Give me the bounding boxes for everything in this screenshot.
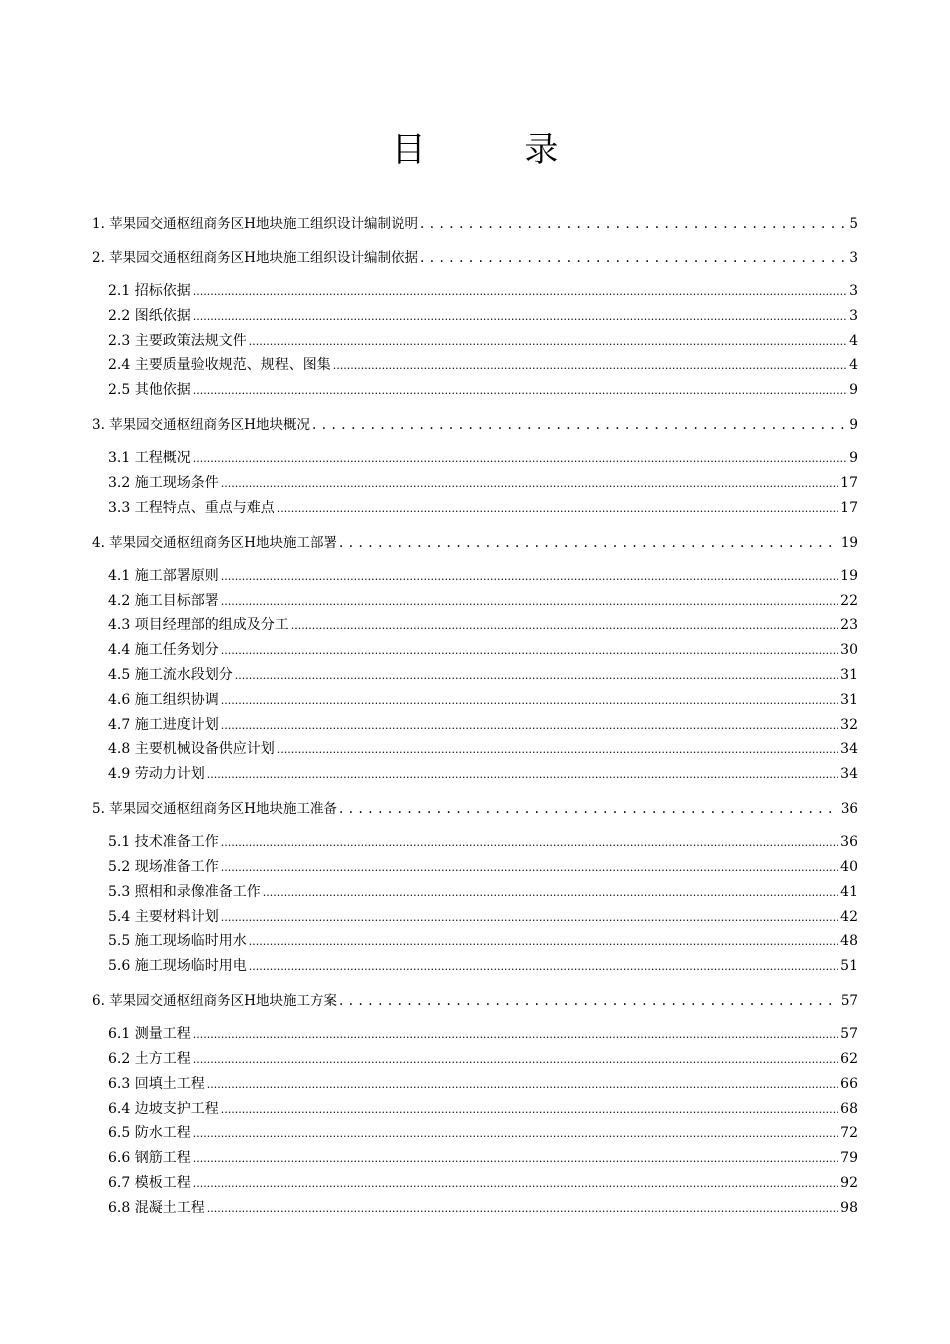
toc-dot-leader xyxy=(221,692,838,708)
toc-section-entry[interactable] xyxy=(108,930,858,950)
toc-entry-label: 3. 苹果园交通枢纽商务区H地块概况 xyxy=(92,417,310,434)
toc-dot-leader xyxy=(207,766,838,782)
toc-entry-label: 2.5 其他依据 xyxy=(108,382,191,399)
toc-page-number: 5 xyxy=(849,216,858,232)
toc-dot-leader xyxy=(221,909,838,925)
toc-dot-leader xyxy=(221,1101,838,1117)
toc-page-number: 23 xyxy=(840,617,858,634)
toc-entry-label: 2.2 图纸依据 xyxy=(108,307,191,324)
toc-page-number: 57 xyxy=(840,1026,858,1043)
toc-page-number: 9 xyxy=(849,417,858,434)
toc-section-entry[interactable] xyxy=(108,472,858,492)
toc-entry-label: 6.4 边坡支护工程 xyxy=(108,1100,219,1117)
toc-entry-label: 4.5 施工流水段划分 xyxy=(108,667,233,683)
toc-page-number: 40 xyxy=(840,859,858,875)
toc-dot-leader xyxy=(207,1076,838,1092)
toc-entry-label: 2.1 招标依据 xyxy=(108,283,191,299)
toc-section-entry[interactable] xyxy=(108,664,858,684)
toc-entry-label: 6.2 土方工程 xyxy=(108,1051,191,1067)
toc-dot-leader xyxy=(207,1200,838,1216)
toc-page-number: 34 xyxy=(840,741,858,758)
toc-dot-leader xyxy=(193,382,847,398)
toc-dot-leader xyxy=(420,250,847,266)
toc-page-number: 42 xyxy=(840,908,858,925)
toc-page-number: 3 xyxy=(849,283,858,299)
toc-dot-leader xyxy=(221,593,838,609)
toc-page-number: 92 xyxy=(840,1175,858,1191)
toc-section-entry[interactable] xyxy=(108,955,858,975)
toc-entry-label: 5.4 主要材料计划 xyxy=(108,908,219,925)
toc-dot-leader xyxy=(221,568,838,584)
toc-entry-label: 2.3 主要政策法规文件 xyxy=(108,332,247,349)
toc-section-entry[interactable] xyxy=(108,1122,858,1142)
toc-page-number: 30 xyxy=(840,642,858,659)
toc-entry-label: 3.2 施工现场条件 xyxy=(108,475,219,491)
toc-section-entry[interactable] xyxy=(108,1172,858,1192)
toc-section-entry[interactable] xyxy=(108,1023,858,1043)
toc-dot-leader xyxy=(249,333,847,349)
toc-section-entry[interactable] xyxy=(108,1098,858,1118)
toc-section-entry[interactable] xyxy=(108,689,858,709)
toc-entry-label: 4.1 施工部署原则 xyxy=(108,567,219,584)
toc-page-number: 9 xyxy=(849,382,858,399)
toc-section-entry[interactable] xyxy=(108,763,858,783)
toc-dot-leader xyxy=(193,1175,838,1191)
toc-entry-label: 6.1 测量工程 xyxy=(108,1026,191,1043)
toc-entry-label: 3.1 工程概况 xyxy=(108,450,191,467)
toc-page-number: 36 xyxy=(840,801,858,818)
toc-section-entry[interactable] xyxy=(108,447,858,467)
toc-entry-label: 6.8 混凝土工程 xyxy=(108,1199,205,1216)
toc-entry-label: 6.6 钢筋工程 xyxy=(108,1150,191,1167)
toc-dot-leader xyxy=(277,741,838,757)
toc-entry-label: 2.4 主要质量验收规范、规程、图集 xyxy=(108,357,331,374)
toc-page-number: 19 xyxy=(840,534,858,551)
toc-entry-label: 4.8 主要机械设备供应计划 xyxy=(108,741,275,758)
toc-section-entry[interactable] xyxy=(108,1073,858,1093)
toc-page-number: 51 xyxy=(840,958,858,975)
toc-dot-leader xyxy=(221,642,838,658)
toc-page-number: 17 xyxy=(840,475,858,491)
toc-entry-label: 2. 苹果园交通枢纽商务区H地块施工组织设计编制依据 xyxy=(92,250,418,266)
toc-dot-leader xyxy=(333,357,847,373)
toc-page-number: 22 xyxy=(840,592,858,609)
toc-entry-label: 4.6 施工组织协调 xyxy=(108,691,219,708)
toc-page-number: 9 xyxy=(849,450,858,467)
toc-dot-leader xyxy=(193,1125,838,1141)
toc-dot-leader xyxy=(193,1051,838,1067)
toc-dot-leader xyxy=(221,717,838,733)
toc-entry-label: 5.3 照相和录像准备工作 xyxy=(108,883,261,900)
toc-page-number: 31 xyxy=(840,667,858,683)
toc-section-entry[interactable] xyxy=(108,565,858,585)
toc-section-entry[interactable] xyxy=(108,738,858,758)
toc-section-entry[interactable] xyxy=(108,881,858,901)
toc-page-number: 19 xyxy=(840,567,858,584)
toc-page-number: 98 xyxy=(840,1199,858,1216)
toc-dot-leader xyxy=(193,283,847,299)
toc-page-number: 62 xyxy=(840,1051,858,1067)
toc-dot-leader xyxy=(339,993,839,1009)
toc-dot-leader xyxy=(263,884,838,900)
toc-dot-leader xyxy=(339,535,839,551)
toc-page-number: 31 xyxy=(840,691,858,708)
toc-entry-label: 6.5 防水工程 xyxy=(108,1125,191,1142)
toc-page-number: 57 xyxy=(840,993,858,1010)
toc-section-entry[interactable] xyxy=(108,590,858,610)
toc-section-entry[interactable] xyxy=(108,906,858,926)
toc-section-entry[interactable] xyxy=(108,280,858,300)
toc-section-entry[interactable] xyxy=(108,1147,858,1167)
toc-page-number: 4 xyxy=(849,332,858,349)
toc-section-entry[interactable] xyxy=(108,330,858,350)
toc-entry-label: 5.6 施工现场临时用电 xyxy=(108,958,247,975)
toc-chapter-entry[interactable] xyxy=(92,531,858,551)
toc-section-entry[interactable] xyxy=(108,614,858,634)
toc-page-number: 4 xyxy=(849,357,858,374)
toc-page-number: 41 xyxy=(840,883,858,900)
toc-dot-leader xyxy=(193,1150,838,1166)
toc-section-entry[interactable] xyxy=(108,639,858,659)
toc-dot-leader xyxy=(235,667,838,683)
toc-dot-leader xyxy=(249,933,838,949)
toc-entry-label: 6.7 模板工程 xyxy=(108,1175,191,1191)
toc-section-entry[interactable] xyxy=(108,497,858,517)
toc-chapter-entry[interactable] xyxy=(92,413,858,433)
toc-page-number: 66 xyxy=(840,1075,858,1092)
toc-entry-label: 4.7 施工进度计划 xyxy=(108,716,219,733)
toc-dot-leader xyxy=(291,617,838,633)
toc-entry-label: 4. 苹果园交通枢纽商务区H地块施工部署 xyxy=(92,534,337,551)
toc-page-number: 79 xyxy=(840,1150,858,1167)
toc-section-entry[interactable] xyxy=(108,856,858,876)
toc-entry-label: 5.5 施工现场临时用水 xyxy=(108,933,247,950)
toc-chapter-entry[interactable] xyxy=(92,989,858,1009)
toc-entry-label: 3.3 工程特点、重点与难点 xyxy=(108,499,275,516)
toc-page-number: 34 xyxy=(840,766,858,783)
toc-section-entry[interactable] xyxy=(108,305,858,325)
toc-entry-label: 6.3 回填土工程 xyxy=(108,1075,205,1092)
toc-chapter-entry[interactable] xyxy=(92,246,858,266)
toc-page-number: 3 xyxy=(849,250,858,266)
toc-section-entry[interactable] xyxy=(108,354,858,374)
toc-dot-leader xyxy=(339,801,839,817)
toc-dot-leader xyxy=(193,308,847,324)
toc-dot-leader xyxy=(221,834,838,850)
toc-section-entry[interactable] xyxy=(108,379,858,399)
toc-dot-leader xyxy=(312,417,847,433)
toc-section-entry[interactable] xyxy=(108,1197,858,1217)
toc-entry-label: 5.1 技术准备工作 xyxy=(108,834,219,851)
toc-section-entry[interactable] xyxy=(108,1048,858,1068)
toc-section-entry[interactable] xyxy=(108,831,858,851)
toc-entry-label: 4.3 项目经理部的组成及分工 xyxy=(108,617,289,634)
toc-entry-label: 1. 苹果园交通枢纽商务区H地块施工组织设计编制说明 xyxy=(92,216,418,232)
toc-page-number: 36 xyxy=(840,834,858,851)
toc-section-entry[interactable] xyxy=(108,714,858,734)
toc-entry-label: 6. 苹果园交通枢纽商务区H地块施工方案 xyxy=(92,993,337,1010)
toc-entry-label: 4.9 劳动力计划 xyxy=(108,766,205,783)
toc-page-number: 3 xyxy=(849,307,858,324)
toc-chapter-entry[interactable] xyxy=(92,212,858,232)
toc-chapter-entry[interactable] xyxy=(92,797,858,817)
page-title: 目 录 xyxy=(391,130,603,170)
toc-dot-leader xyxy=(193,450,847,466)
toc-dot-leader xyxy=(249,958,838,974)
toc-page-number: 32 xyxy=(840,716,858,733)
toc-dot-leader xyxy=(420,216,847,232)
toc-entry-label: 5. 苹果园交通枢纽商务区H地块施工准备 xyxy=(92,801,337,818)
toc-dot-leader xyxy=(221,859,838,875)
toc-page-number: 72 xyxy=(840,1125,858,1142)
toc-entry-label: 4.2 施工目标部署 xyxy=(108,592,219,609)
toc-dot-leader xyxy=(277,500,838,516)
toc-page-number: 48 xyxy=(840,933,858,950)
toc-entry-label: 4.4 施工任务划分 xyxy=(108,642,219,659)
toc-dot-leader xyxy=(193,1026,838,1042)
toc-dot-leader xyxy=(221,475,838,491)
toc-page-number: 68 xyxy=(840,1100,858,1117)
toc-entry-label: 5.2 现场准备工作 xyxy=(108,859,219,875)
toc-page-number: 17 xyxy=(840,499,858,516)
